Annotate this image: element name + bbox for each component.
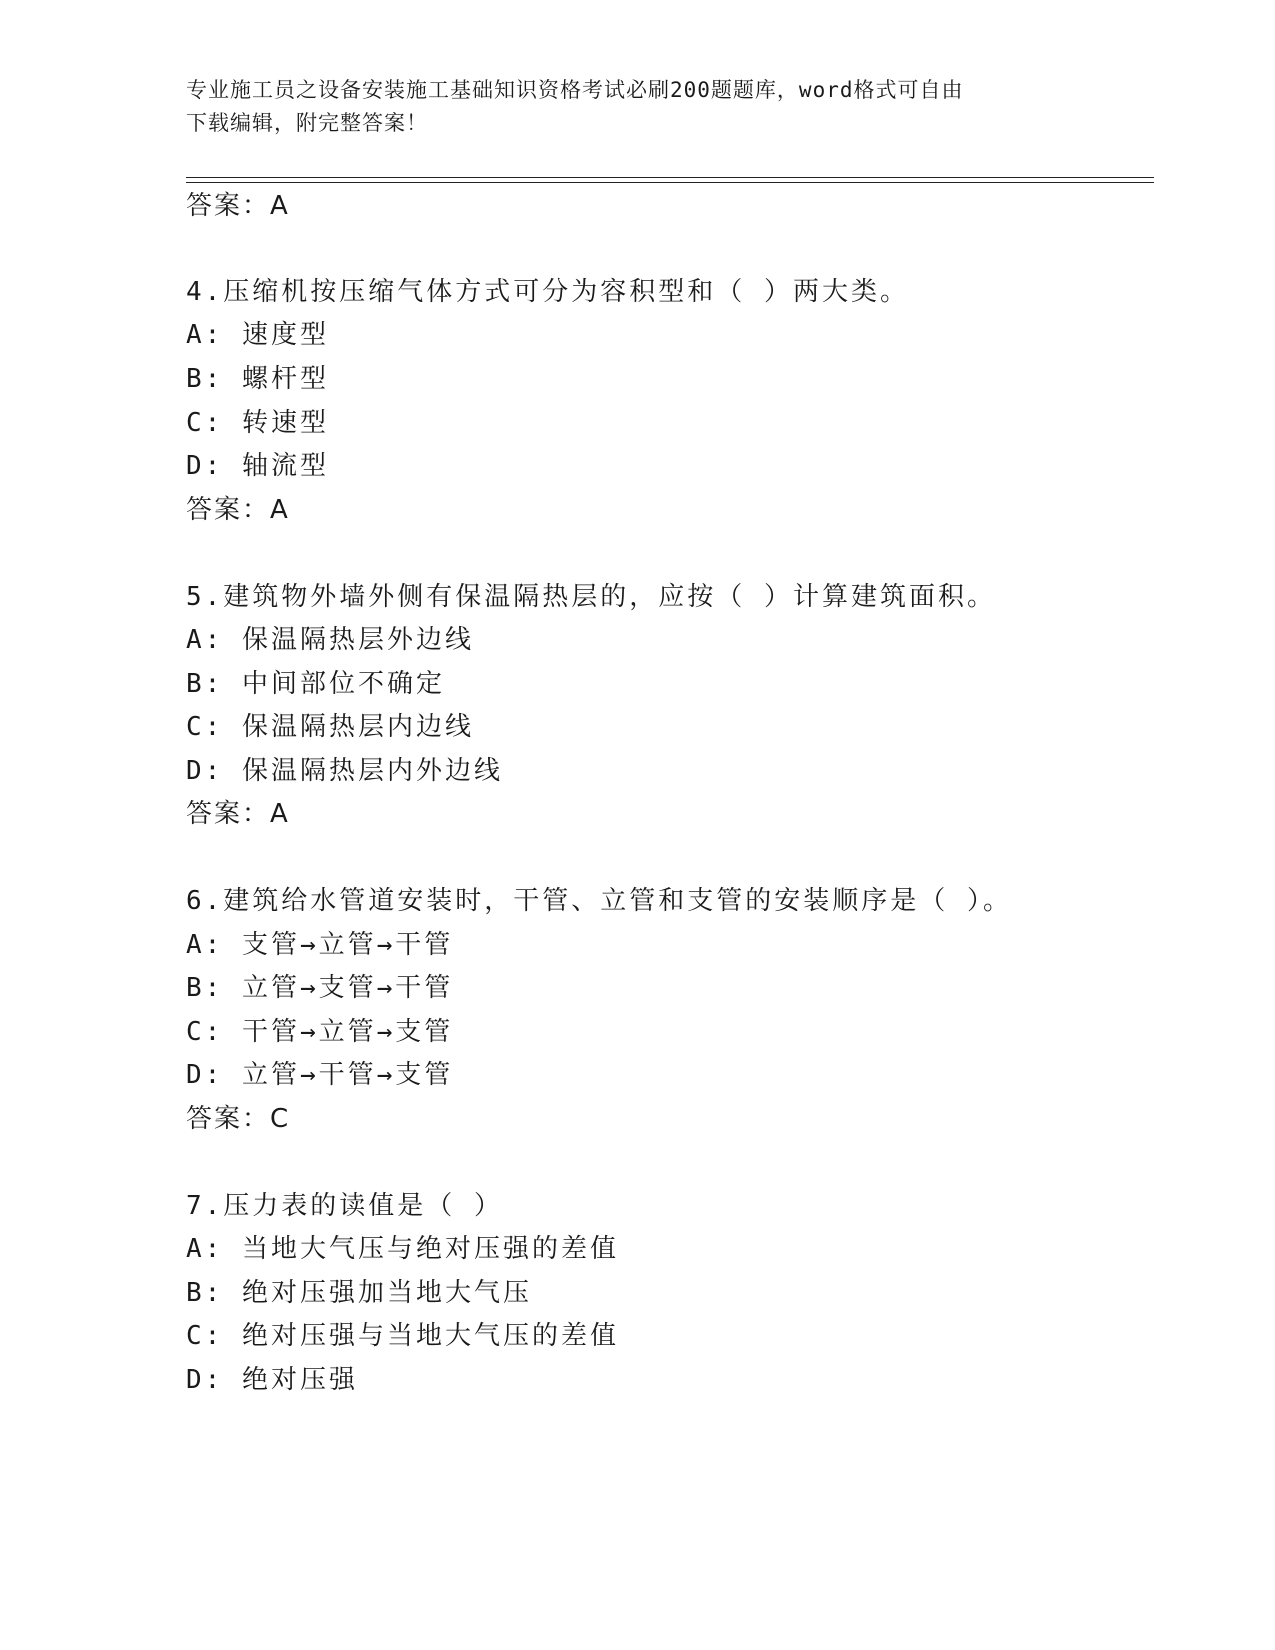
question-5-option-d: D: 保温隔热层内外边线 [186, 756, 503, 786]
question-7-option-b: B: 绝对压强加当地大气压 [186, 1278, 532, 1308]
header-divider-top [186, 177, 1154, 178]
question-6-stem: 6.建筑给水管道安装时，干管、立管和支管的安装顺序是（ ）。 [186, 886, 1012, 916]
question-6-option-a: A: 支管→立管→干管 [186, 930, 454, 960]
answer-line-prev: 答案：A [186, 191, 290, 221]
question-4-option-c: C: 转速型 [186, 408, 329, 438]
question-5-option-a: A: 保温隔热层外边线 [186, 625, 474, 655]
question-6-option-c: C: 干管→立管→支管 [186, 1017, 454, 1047]
question-7-option-a: A: 当地大气压与绝对压强的差值 [186, 1234, 619, 1264]
question-6-answer: 答案：C [186, 1104, 291, 1134]
question-4-answer: 答案：A [186, 495, 290, 525]
header-divider-bottom [186, 182, 1154, 183]
question-5-option-b: B: 中间部位不确定 [186, 669, 445, 699]
question-5-option-c: C: 保温隔热层内边线 [186, 712, 474, 742]
question-7-option-d: D: 绝对压强 [186, 1365, 358, 1395]
question-4-option-d: D: 轴流型 [186, 451, 329, 481]
question-7-option-c: C: 绝对压强与当地大气压的差值 [186, 1321, 619, 1351]
question-5-stem: 5.建筑物外墙外侧有保温隔热层的，应按（ ）计算建筑面积。 [186, 582, 996, 612]
question-6-option-b: B: 立管→支管→干管 [186, 973, 454, 1003]
question-7-stem: 7.压力表的读值是（ ） [186, 1191, 503, 1221]
header-title-line-1: 专业施工员之设备安装施工基础知识资格考试必刷200题题库，word格式可自由 [186, 78, 964, 102]
question-6-option-d: D: 立管→干管→支管 [186, 1060, 454, 1090]
header-title-line-2: 下载编辑，附完整答案！ [186, 111, 428, 135]
question-4-option-a: A: 速度型 [186, 320, 329, 350]
document-header [186, 74, 1086, 140]
question-4-stem: 4.压缩机按压缩气体方式可分为容积型和（ ）两大类。 [186, 277, 909, 307]
question-5-answer: 答案：A [186, 799, 290, 829]
question-4-option-b: B: 螺杆型 [186, 364, 329, 394]
